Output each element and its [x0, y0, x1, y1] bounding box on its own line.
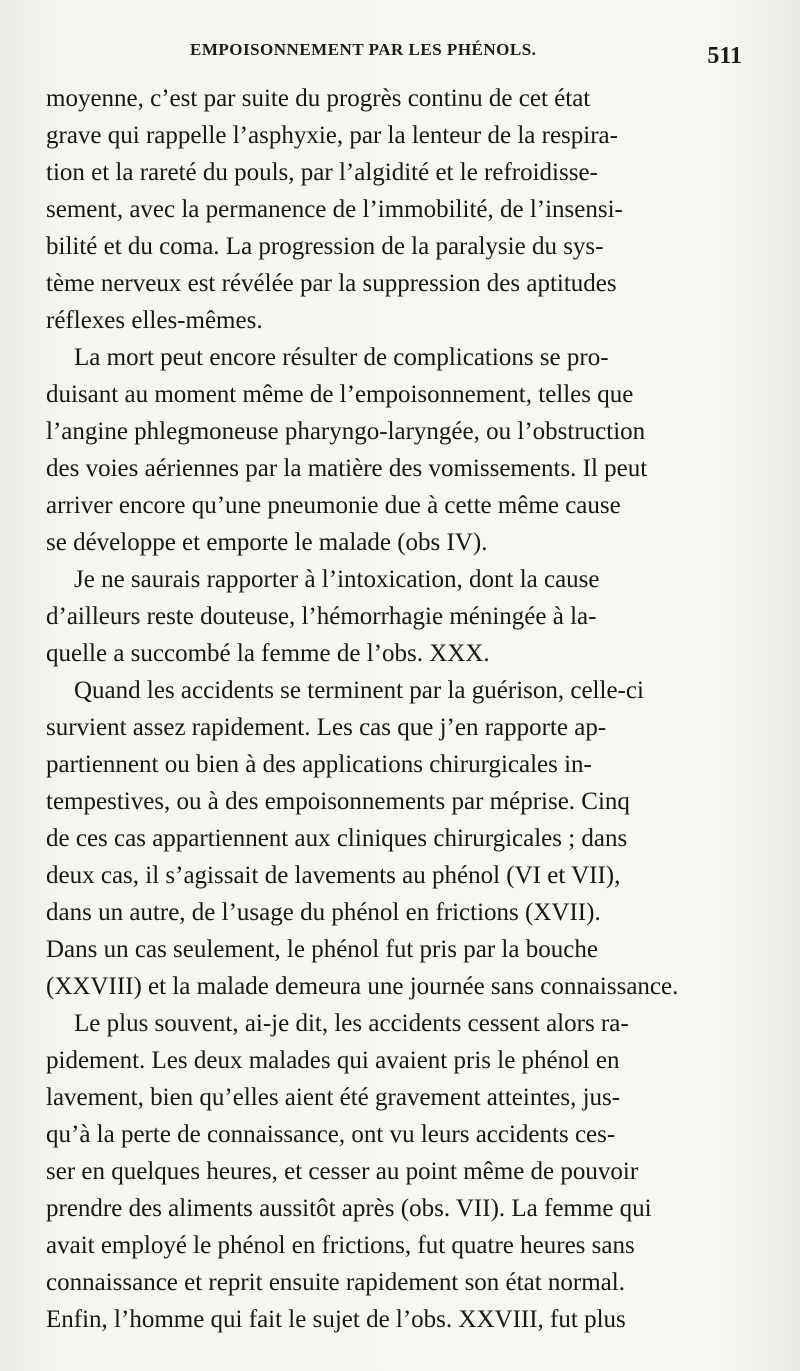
text-line: tempestives, ou à des empoisonnements par méprise. Cinq: [46, 788, 630, 815]
text-line: Je ne saurais rapporter à l’intoxication, dont la cause: [74, 566, 600, 593]
text-line: (XXVIII) et la malade demeura une journée sans connaissance.: [46, 973, 679, 1000]
text-line: moyenne, c’est par suite du progrès continu de cet état: [46, 85, 591, 112]
text-line: survient assez rapidement. Les cas que j’en rapporte ap-: [46, 714, 607, 741]
text-line: ser en quelques heures, et cesser au point même de pouvoir: [46, 1158, 639, 1185]
text-line: tème nerveux est révélée par la suppression des aptitudes: [46, 270, 617, 297]
running-head: EMPOISONNEMENT PAR LES PHÉNOLS.: [190, 40, 537, 59]
text-line: partiennent ou bien à des applications chirurgicales in-: [46, 751, 592, 778]
text-line: des voies aériennes par la matière des vomissements. Il peut: [46, 455, 648, 482]
text-line: l’angine phlegmoneuse pharyngo-laryngée, ou l’obstruction: [46, 418, 646, 445]
paragraph-1: [46, 80, 760, 339]
text-line: La mort peut encore résulter de complications se pro-: [74, 344, 609, 371]
text-line: arriver encore qu’une pneumonie due à cette même cause: [46, 492, 621, 519]
page-content: [46, 38, 760, 1338]
text-line: Dans un cas seulement, le phénol fut pris par la bouche: [46, 936, 598, 963]
text-line: duisant au moment même de l’empoisonnement, telles que: [46, 381, 634, 408]
text-line: dans un autre, de l’usage du phénol en frictions (XVII).: [46, 899, 601, 926]
text-line: deux cas, il s’agissait de lavements au phénol (VI et VII),: [46, 862, 621, 889]
paragraph-5: [46, 1005, 760, 1338]
page-header: [46, 38, 760, 80]
text-line: qu’à la perte de connaissance, ont vu leurs accidents ces-: [46, 1121, 616, 1148]
text-line: Le plus souvent, ai-je dit, les accidents cessent alors ra-: [74, 1010, 629, 1037]
text-line: de ces cas appartiennent aux cliniques chirurgicales ; dans: [46, 825, 628, 852]
paragraph-4: [46, 672, 760, 1005]
text-line: pidement. Les deux malades qui avaient pris le phénol en: [46, 1047, 620, 1074]
text-line: lavement, bien qu’elles aient été gravement atteintes, jus-: [46, 1084, 621, 1111]
text-line: avait employé le phénol en frictions, fut quatre heures sans: [46, 1232, 635, 1259]
text-line: tion et la rareté du pouls, par l’algidité et le refroidisse-: [46, 159, 598, 186]
text-line: d’ailleurs reste douteuse, l’hémorrhagie méningée à la-: [46, 603, 597, 630]
text-line: connaissance et reprit ensuite rapidement son état normal.: [46, 1269, 625, 1296]
body-text: [46, 80, 760, 1338]
text-line: prendre des aliments aussitôt après (obs. VII). La femme qui: [46, 1195, 652, 1222]
paragraph-2: [46, 339, 760, 561]
text-line: bilité et du coma. La progression de la paralysie du sys-: [46, 233, 604, 260]
text-line: réflexes elles-mêmes.: [46, 307, 263, 334]
text-line: quelle a succombé la femme de l’obs. XXX.: [46, 640, 490, 667]
text-line: sement, avec la permanence de l’immobilité, de l’insensi-: [46, 196, 623, 223]
text-line: Quand les accidents se terminent par la guérison, celle-ci: [74, 677, 644, 704]
text-line: se développe et emporte le malade (obs IV).: [46, 529, 488, 556]
text-line: grave qui rappelle l’asphyxie, par la lenteur de la respira-: [46, 122, 618, 149]
paragraph-3: [46, 561, 760, 672]
text-line: Enfin, l’homme qui fait le sujet de l’obs. XXVIII, fut plus: [46, 1306, 626, 1333]
page-number: 511: [707, 43, 742, 69]
